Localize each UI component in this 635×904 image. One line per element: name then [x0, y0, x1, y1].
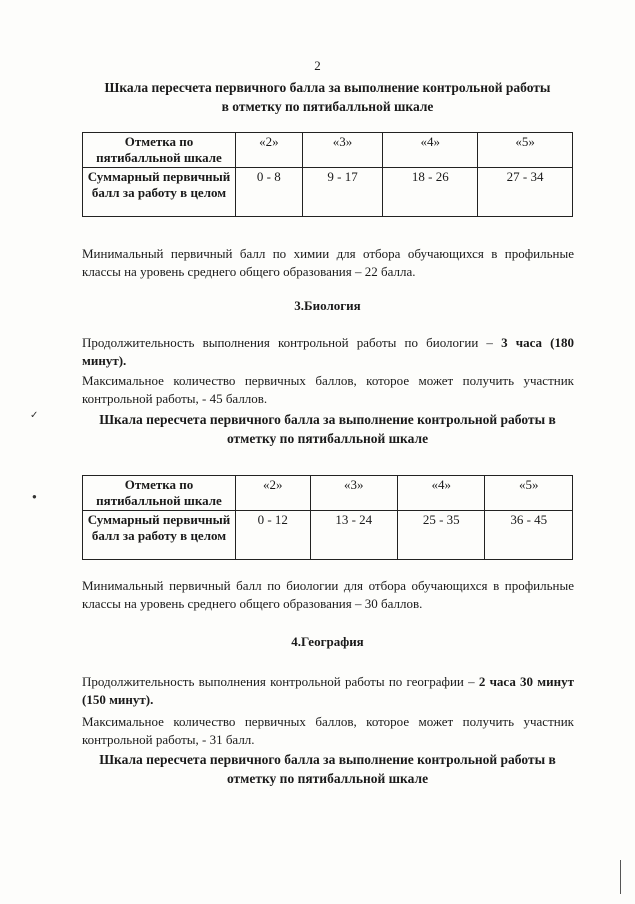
- geo-scale-heading: [80, 750, 575, 788]
- grade-cell: «3»: [310, 476, 397, 511]
- chem-heading-line1: Шкала пересчета первичного балла за выполнение контрольной работы: [104, 80, 551, 95]
- score-range-cell: 0 - 12: [236, 511, 311, 560]
- score-range-cell: 27 - 34: [478, 168, 573, 217]
- score-range-cell: 13 - 24: [310, 511, 397, 560]
- geo-duration-value: 2 часа 30 минут (150 минут).: [82, 674, 575, 707]
- geo-max-score: Максимальное количество первичных баллов, которое может получить участник контрольной работы, - 31 балл.: [82, 714, 574, 747]
- biology-section-title: 3.Биология: [294, 298, 361, 313]
- grade-cell: «2»: [236, 476, 311, 511]
- score-range-cell: 18 - 26: [383, 168, 478, 217]
- scan-edge-line: [620, 860, 621, 894]
- table-row: [83, 511, 573, 560]
- table-row: [83, 476, 573, 511]
- geo-heading-line1: Шкала пересчета первичного балла за выполнение контрольной работы в: [99, 752, 556, 767]
- chem-heading-line2: в отметку по пятибалльной шкале: [221, 99, 434, 114]
- scan-mark: ✓: [30, 410, 39, 421]
- bio-duration-text: Продолжительность выполнения контрольной работы по биологии –: [82, 335, 502, 350]
- grade-cell: «5»: [485, 476, 573, 511]
- page-number: 2: [314, 58, 321, 73]
- chem-score-table: [82, 132, 573, 217]
- bio-scale-heading: [80, 410, 575, 448]
- geo-duration-text: Продолжительность выполнения контрольной работы по географии –: [82, 674, 479, 689]
- geography-section-title: 4.География: [291, 634, 364, 649]
- bio-duration: [82, 334, 574, 370]
- bio-heading-line2: отметку по пятибалльной шкале: [226, 431, 429, 446]
- grade-label-cell: Отметка по пятибалльной шкале: [83, 476, 236, 511]
- grade-cell: «2»: [236, 133, 303, 168]
- chem-scale-heading: [80, 78, 575, 116]
- score-range-cell: 9 - 17: [302, 168, 383, 217]
- grade-cell: «4»: [383, 133, 478, 168]
- bio-score-table: [82, 475, 573, 560]
- chem-min-score: Минимальный первичный балл по химии для отбора обучающихся в профильные классы на уровень среднего общего образования – 22 балла.: [82, 246, 574, 279]
- score-range-cell: 36 - 45: [485, 511, 573, 560]
- score-label-cell: Суммарный первичный балл за работу в целом: [83, 168, 236, 217]
- geo-duration: [82, 673, 574, 709]
- bio-min-score: Минимальный первичный балл по биологии для отбора обучающихся в профильные классы на уровень среднего общего образования – 30 баллов.: [82, 578, 574, 611]
- scan-dot: ●: [32, 492, 37, 501]
- geo-heading-line2: отметку по пятибалльной шкале: [226, 771, 429, 786]
- bio-heading-line1: Шкала пересчета первичного балла за выполнение контрольной работы в: [99, 412, 556, 427]
- bio-max-score: Максимальное количество первичных баллов, которое может получить участник контрольной работы, - 45 баллов.: [82, 373, 574, 406]
- grade-cell: «5»: [478, 133, 573, 168]
- table-row: [83, 168, 573, 217]
- score-range-cell: 0 - 8: [236, 168, 303, 217]
- score-range-cell: 25 - 35: [398, 511, 485, 560]
- grade-cell: «3»: [302, 133, 383, 168]
- table-row: [83, 133, 573, 168]
- grade-label-cell: Отметка по пятибалльной шкале: [83, 133, 236, 168]
- score-label-cell: Суммарный первичный балл за работу в целом: [83, 511, 236, 560]
- bio-duration-value: 3 часа (180 минут).: [82, 335, 574, 368]
- grade-cell: «4»: [398, 476, 485, 511]
